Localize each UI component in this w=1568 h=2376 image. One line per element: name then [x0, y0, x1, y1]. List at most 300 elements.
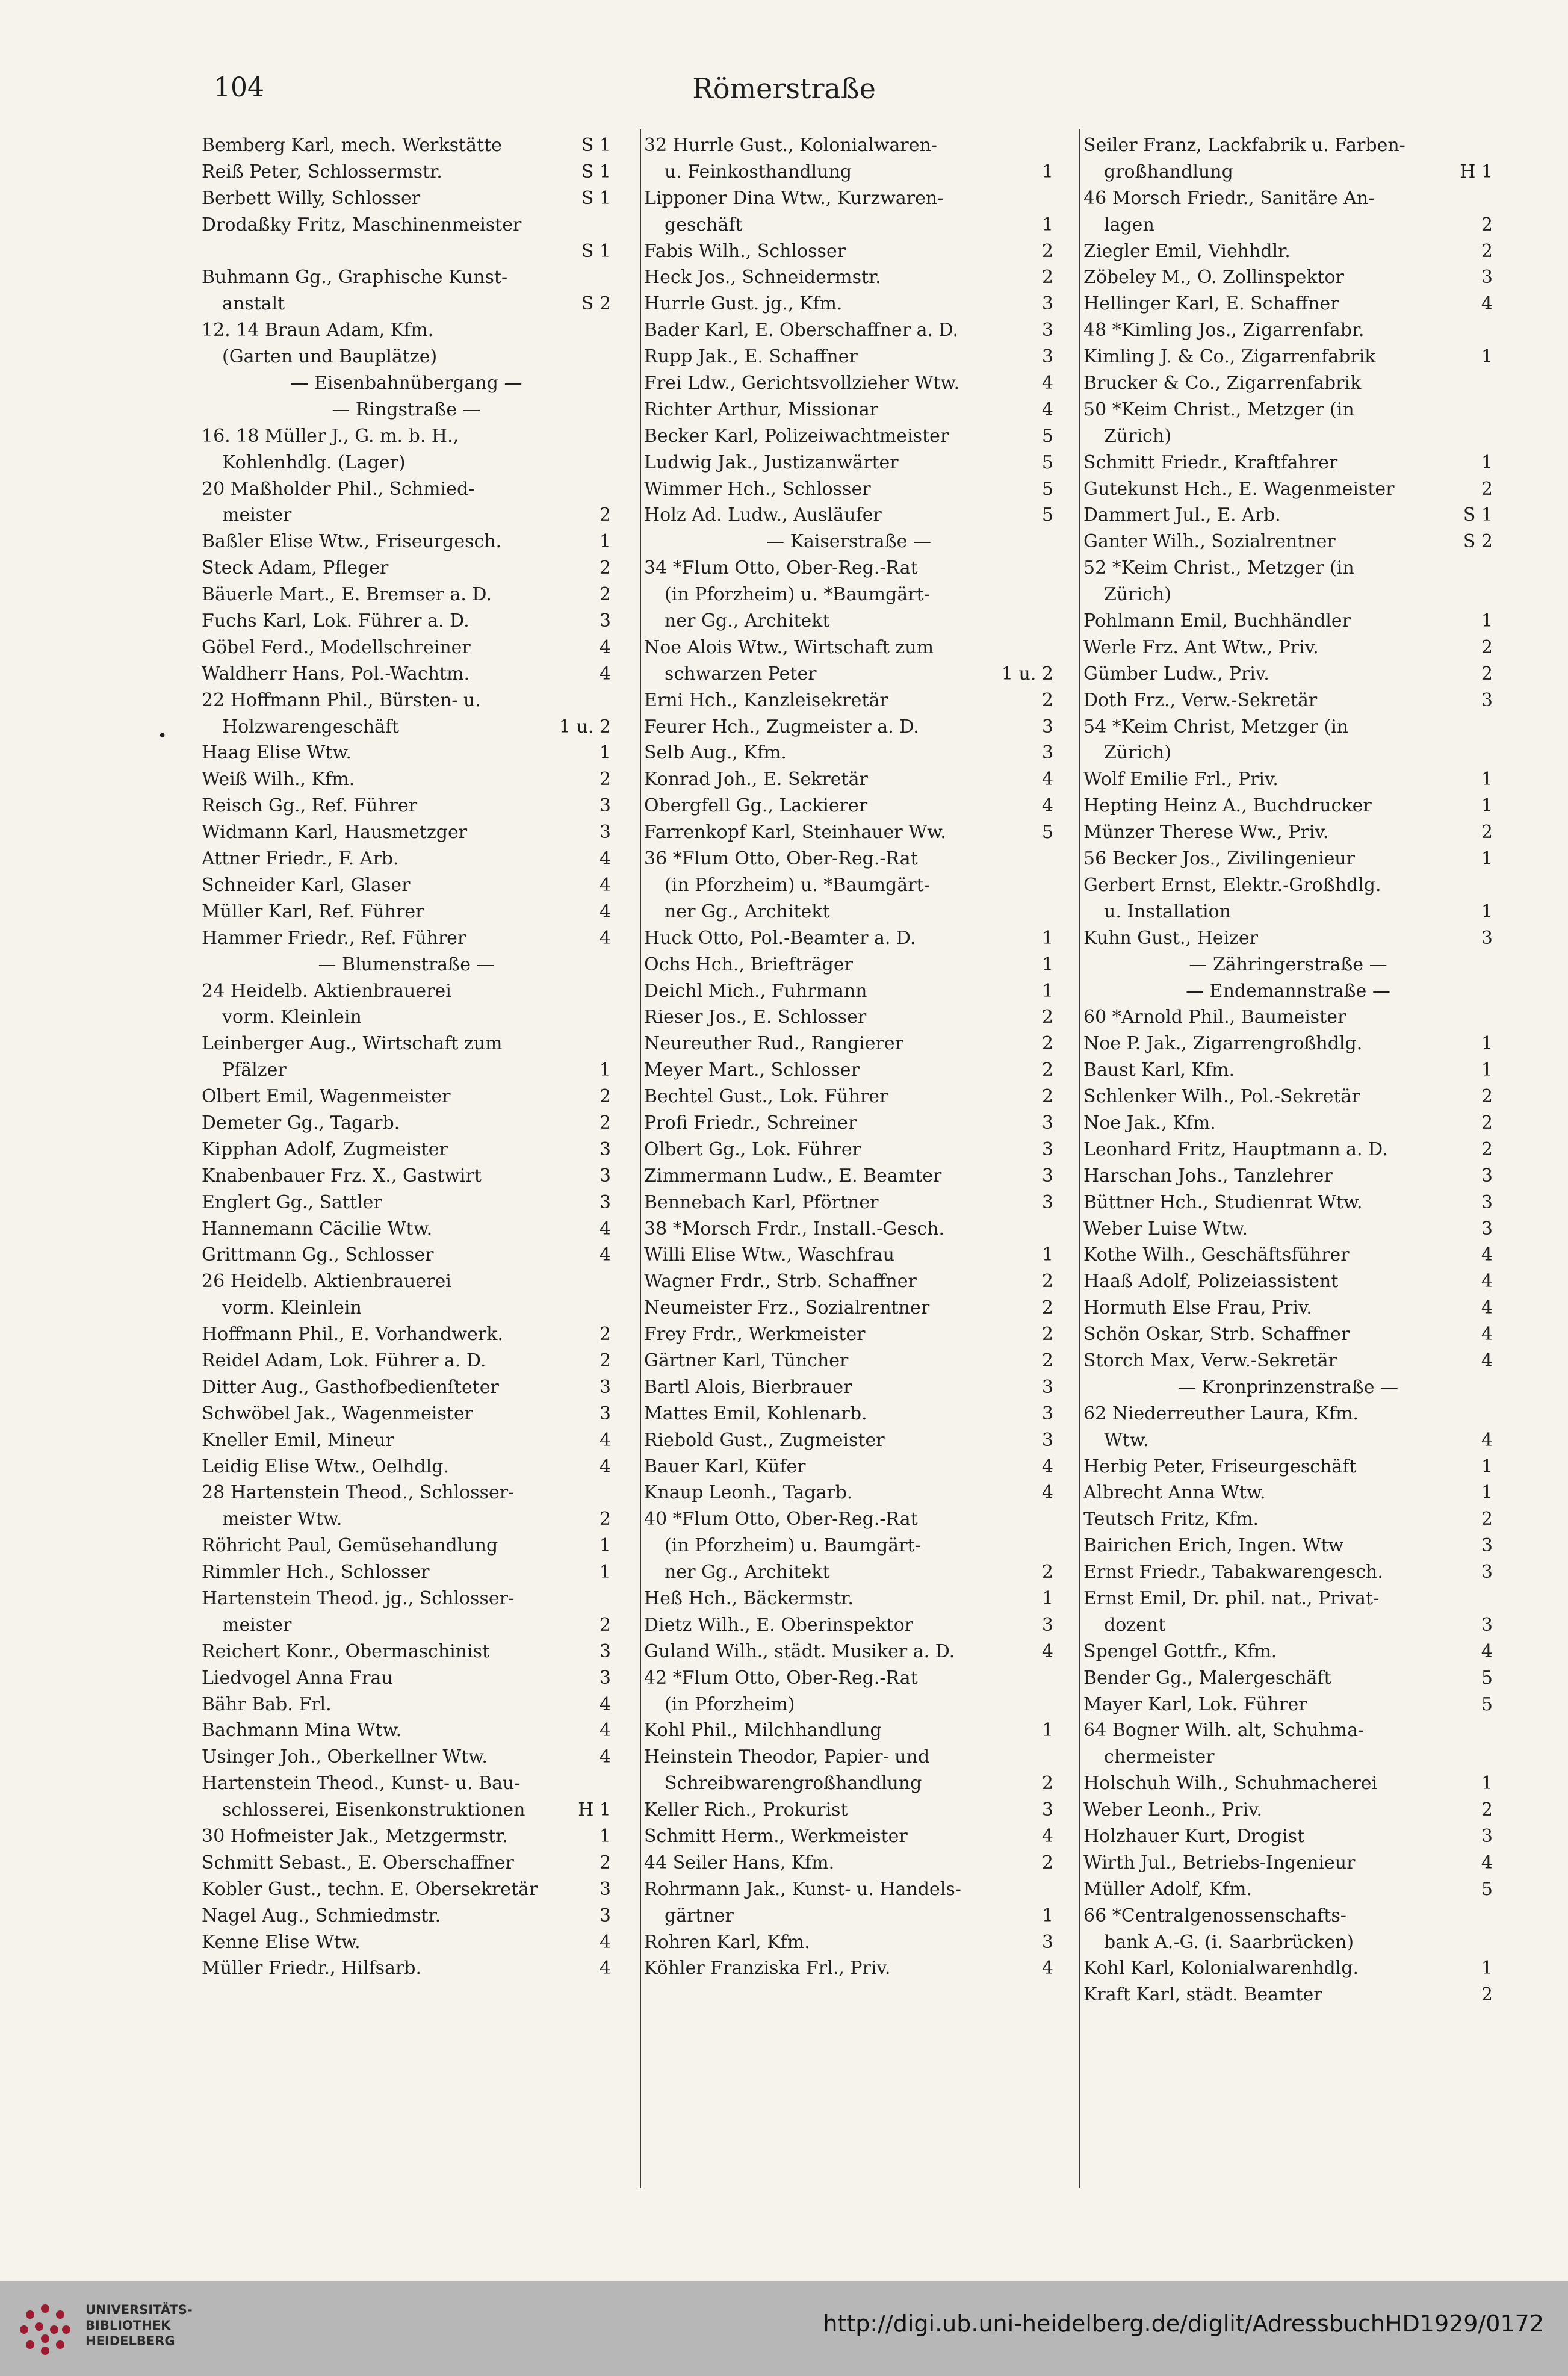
- directory-entry: [202, 555, 611, 582]
- floor-number: 2: [599, 1086, 611, 1108]
- entry-text: Schreibwarengroßhandlung: [665, 1773, 922, 1794]
- floor-number: 2: [599, 1324, 611, 1345]
- directory-entry: [1083, 1639, 1493, 1665]
- entry-text: Hurrle Gust. jg., Kfm.: [644, 293, 843, 315]
- floor-number: 3: [1041, 1403, 1053, 1424]
- floor-number: [605, 1480, 611, 1506]
- directory-entry: [202, 423, 611, 450]
- directory-entry: [1083, 1110, 1493, 1137]
- directory-entry: [202, 1295, 611, 1321]
- floor-number: 2: [1481, 822, 1493, 843]
- directory-entry: [644, 397, 1053, 423]
- floor-number: [1047, 1692, 1053, 1718]
- floor-number: 3: [1481, 927, 1493, 949]
- directory-entry: [202, 1797, 611, 1823]
- directory-entry: [644, 872, 1053, 899]
- entry-text: 26 Heidelb. Aktienbrauerei: [202, 1271, 451, 1292]
- floor-number: 3: [599, 1138, 611, 1160]
- floor-number: [1487, 582, 1493, 608]
- directory-entry: [1083, 185, 1493, 212]
- floor-number: 3: [1041, 320, 1053, 341]
- entry-text: Baust Karl, Kfm.: [1083, 1059, 1235, 1081]
- floor-number: H 1: [1460, 161, 1493, 182]
- entry-text: Neumeister Frz., Sozialrentner: [644, 1297, 930, 1319]
- directory-entry: [1083, 555, 1493, 582]
- entry-text: 42 *Flum Otto, Ober-Reg.-Rat: [644, 1667, 918, 1689]
- directory-entry: [202, 317, 611, 344]
- entry-text: — Eisenbahnübergang —: [290, 373, 522, 394]
- floor-number: 1: [599, 1535, 611, 1557]
- directory-entry: [644, 502, 1053, 529]
- floor-number: 1: [1041, 1905, 1053, 1926]
- floor-number: 5: [1481, 1693, 1493, 1715]
- floor-number: 1: [1481, 1033, 1493, 1055]
- entry-text: Kenne Elise Wtw.: [202, 1931, 361, 1953]
- directory-entry: [1083, 1612, 1493, 1639]
- entry-text: Weber Luise Wtw.: [1083, 1218, 1248, 1239]
- floor-number: 1: [1041, 1244, 1053, 1266]
- entry-text: Reichert Konr., Obermaschinist: [202, 1640, 490, 1662]
- column-divider: [1079, 129, 1080, 2188]
- floor-number: 2: [1481, 214, 1493, 235]
- floor-number: S 1: [1463, 504, 1493, 526]
- entry-text: Dammert Jul., E. Arb.: [1083, 504, 1281, 526]
- entry-text: Werle Frz. Ant Wtw., Priv.: [1083, 636, 1319, 658]
- directory-entry: [202, 1559, 611, 1586]
- entry-text: Zürich): [1104, 742, 1171, 764]
- directory-entry: [202, 1321, 611, 1348]
- floor-number: 1: [1041, 980, 1053, 1002]
- directory-entry: [644, 1242, 1053, 1268]
- directory-entry: [202, 529, 611, 555]
- floor-number: [1047, 582, 1053, 608]
- entry-text: Noe Alois Wtw., Wirtschaft zum: [644, 636, 934, 658]
- floor-number: 1: [1481, 1958, 1493, 1979]
- directory-entry: [644, 1903, 1053, 1929]
- entry-text: Ludwig Jak., Justizanwärter: [644, 451, 899, 473]
- floor-number: 3: [599, 822, 611, 843]
- floor-number: 4: [1481, 293, 1493, 315]
- directory-entry: [644, 1321, 1053, 1348]
- floor-number: 1: [599, 1826, 611, 1847]
- entry-text: Bender Gg., Malergeschäft: [1083, 1667, 1331, 1689]
- floor-number: [1047, 555, 1053, 582]
- floor-number: 2: [1041, 1350, 1053, 1371]
- entry-text: Leinberger Aug., Wirtschaft zum: [202, 1033, 503, 1055]
- directory-entry: [1083, 846, 1493, 872]
- entry-text: 28 Hartenstein Theod., Schlosser-: [202, 1482, 515, 1504]
- directory-entry: [644, 1929, 1053, 1956]
- floor-number: 1: [1481, 769, 1493, 790]
- entry-text: Köhler Franziska Frl., Priv.: [644, 1958, 891, 1979]
- entry-text: Müller Adolf, Kfm.: [1083, 1878, 1252, 1900]
- page-number: 104: [214, 72, 264, 103]
- directory-entry: [202, 264, 611, 291]
- directory-entry: [644, 344, 1053, 370]
- directory-entry: [644, 978, 1053, 1005]
- entry-text: Demeter Gg., Tagarb.: [202, 1112, 400, 1134]
- directory-entry: [1083, 608, 1493, 634]
- floor-number: 1: [1041, 214, 1053, 235]
- floor-number: 2: [1481, 1984, 1493, 2006]
- entry-text: gärtner: [665, 1905, 734, 1926]
- directory-entry: [644, 159, 1053, 185]
- directory-entry: [1083, 1057, 1493, 1084]
- column-divider: [640, 129, 641, 2188]
- entry-text: (Garten und Bauplätze): [222, 346, 438, 368]
- entry-text: (in Pforzheim) u. *Baumgärt-: [665, 584, 930, 606]
- entry-text: Schmitt Sebast., E. Oberschaffner: [202, 1852, 514, 1873]
- entry-text: Hepting Heinz A., Buchdrucker: [1083, 795, 1372, 817]
- floor-number: 1: [1041, 1587, 1053, 1609]
- directory-entry: [202, 766, 611, 793]
- entry-text: Schmitt Friedr., Kraftfahrer: [1083, 451, 1338, 473]
- entry-text: Müller Karl, Ref. Führer: [202, 901, 424, 922]
- floor-number: 4: [1041, 373, 1053, 394]
- floor-number: 4: [599, 1456, 611, 1477]
- entry-text: (in Pforzheim) u. Baumgärt-: [665, 1535, 921, 1557]
- floor-number: [1047, 1533, 1053, 1559]
- entry-text: — Kronprinzenstraße —: [1177, 1376, 1399, 1398]
- entry-text: Olbert Emil, Wagenmeister: [202, 1086, 451, 1108]
- entry-text: (in Pforzheim): [665, 1693, 795, 1715]
- directory-entry: [644, 1533, 1053, 1559]
- directory-entry: [644, 661, 1053, 687]
- entry-text: Hartenstein Theod. jg., Schlosser-: [202, 1587, 515, 1609]
- directory-entry: [644, 1084, 1053, 1110]
- directory-entry: [1083, 1955, 1493, 1982]
- library-name-line: BIBLIOTHEK: [85, 2318, 171, 2333]
- floor-number: 3: [599, 1667, 611, 1689]
- entry-text: Kohlenhdlg. (Lager): [222, 451, 406, 473]
- floor-number: 3: [1041, 1138, 1053, 1160]
- directory-entry: [1083, 872, 1493, 899]
- directory-entry: [644, 1797, 1053, 1823]
- directory-entry: [644, 1004, 1053, 1031]
- floor-number: 4: [599, 1244, 611, 1266]
- directory-entry: [202, 740, 611, 766]
- floor-number: S 2: [581, 293, 611, 315]
- floor-number: 3: [1041, 742, 1053, 764]
- floor-number: [1487, 1717, 1493, 1744]
- entry-text: Kobler Gust., techn. E. Obersekretär: [202, 1878, 538, 1900]
- floor-number: 3: [599, 610, 611, 632]
- entry-text: 38 *Morsch Frdr., Install.-Gesch.: [644, 1218, 945, 1239]
- entry-text: Bairichen Erich, Ingen. Wtw: [1083, 1535, 1344, 1557]
- floor-number: 3: [599, 1191, 611, 1213]
- directory-entry: [1083, 1533, 1493, 1559]
- entry-text: Ditter Aug., Gasthofbedienſteter: [202, 1376, 499, 1398]
- entry-text: Hormuth Else Frau, Priv.: [1083, 1297, 1312, 1319]
- directory-entry: [1083, 1190, 1493, 1216]
- entry-text: Ernst Friedr., Tabakwarengesch.: [1083, 1562, 1383, 1583]
- floor-number: 4: [599, 1218, 611, 1239]
- entry-text: Frei Ldw., Gerichtsvollzieher Wtw.: [644, 373, 959, 394]
- entry-text: 22 Hoffmann Phil., Bürsten- u.: [202, 689, 481, 711]
- entry-text: Bemberg Karl, mech. Werkstätte: [202, 135, 502, 156]
- directory-entry: [1083, 1321, 1493, 1348]
- directory-entry: [202, 1955, 611, 1982]
- library-name: [85, 2302, 193, 2349]
- directory-entry: [644, 1137, 1053, 1163]
- entry-text: Dietz Wilh., E. Oberinspektor: [644, 1614, 913, 1636]
- floor-number: 2: [1041, 1324, 1053, 1345]
- directory-entry: [1083, 132, 1493, 159]
- floor-number: 2: [1481, 636, 1493, 658]
- directory-entry: [202, 661, 611, 687]
- floor-number: 2: [1041, 1297, 1053, 1319]
- directory-entry: [1083, 1480, 1493, 1506]
- entry-text: — Ringstraße —: [332, 399, 481, 420]
- directory-entry: [644, 582, 1053, 608]
- entry-text: Kimling J. & Co., Zigarrenfabrik: [1083, 346, 1376, 368]
- floor-number: 4: [1041, 769, 1053, 790]
- directory-entry: [644, 1216, 1053, 1242]
- directory-entry: [202, 872, 611, 899]
- floor-number: 4: [599, 901, 611, 922]
- floor-number: 2: [1481, 240, 1493, 262]
- directory-entry: [1083, 1665, 1493, 1692]
- directory-entry: [644, 291, 1053, 317]
- floor-number: [1487, 132, 1493, 159]
- floor-number: 2: [599, 504, 611, 526]
- entry-text: Wimmer Hch., Schlosser: [644, 478, 871, 500]
- entry-text: Röhricht Paul, Gemüsehandlung: [202, 1535, 498, 1557]
- directory-entry: [1083, 1982, 1493, 2008]
- entry-text: Schmitt Herm., Werkmeister: [644, 1826, 908, 1847]
- directory-entry: [1083, 793, 1493, 819]
- floor-number: 4: [1481, 1271, 1493, 1292]
- floor-number: 4: [599, 1693, 611, 1715]
- entry-text: Bartl Alois, Bierbrauer: [644, 1376, 852, 1398]
- directory-entry: [202, 634, 611, 661]
- floor-number: [1487, 872, 1493, 899]
- floor-number: [1487, 397, 1493, 423]
- entry-text: Hammer Friedr., Ref. Führer: [202, 927, 466, 949]
- directory-entry: [202, 846, 611, 872]
- directory-entry: [1083, 1216, 1493, 1242]
- entry-text: Buhmann Gg., Graphische Kunst-: [202, 267, 508, 288]
- directory-entry: [1083, 159, 1493, 185]
- floor-number: S 1: [581, 135, 611, 156]
- directory-entry: [1083, 1850, 1493, 1876]
- entry-text: Feurer Hch., Zugmeister a. D.: [644, 716, 919, 737]
- floor-number: 4: [1041, 1482, 1053, 1504]
- floor-number: 4: [1041, 1456, 1053, 1477]
- entry-text: 36 *Flum Otto, Ober-Reg.-Rat: [644, 848, 918, 870]
- floor-number: 1: [599, 742, 611, 764]
- floor-number: 5: [1041, 504, 1053, 526]
- directory-entry: [644, 608, 1053, 634]
- directory-entry: [644, 185, 1053, 212]
- entry-text: 62 Niederreuther Laura, Kfm.: [1083, 1403, 1359, 1424]
- directory-entry: [202, 1480, 611, 1506]
- entry-text: Kipphan Adolf, Zugmeister: [202, 1138, 448, 1160]
- entry-text: Attner Friedr., F. Arb.: [202, 848, 399, 870]
- entry-text: Leonhard Fritz, Hauptmann a. D.: [1083, 1138, 1388, 1160]
- floor-number: 4: [1041, 795, 1053, 817]
- floor-number: [1487, 185, 1493, 212]
- entry-text: Kneller Emil, Mineur: [202, 1429, 394, 1451]
- directory-entry: [202, 1533, 611, 1559]
- directory-entry: [202, 132, 611, 159]
- street-separator: [202, 370, 611, 397]
- floor-number: 2: [1041, 1059, 1053, 1081]
- entry-text: Herbig Peter, Friseurgeschäft: [1083, 1456, 1357, 1477]
- entry-text: Grittmann Gg., Schlosser: [202, 1244, 434, 1266]
- entry-text: Holz Ad. Ludw., Ausläufer: [644, 504, 882, 526]
- directory-entry: [644, 450, 1053, 476]
- entry-text: Schneider Karl, Glaser: [202, 874, 411, 896]
- floor-number: 2: [599, 1614, 611, 1636]
- floor-number: 4: [1481, 1640, 1493, 1662]
- entry-text: 32 Hurrle Gust., Kolonialwaren-: [644, 135, 937, 156]
- floor-number: 4: [1481, 1429, 1493, 1451]
- directory-entry: [1083, 423, 1493, 450]
- floor-number: 1: [1481, 848, 1493, 870]
- directory-entry: [202, 291, 611, 317]
- entry-text: Müller Friedr., Hilfsarb.: [202, 1958, 422, 1979]
- directory-entry: [644, 1506, 1053, 1533]
- directory-entry: [644, 238, 1053, 265]
- directory-entry: [202, 1454, 611, 1480]
- directory-entry: [202, 1031, 611, 1057]
- directory-entry: [644, 1057, 1053, 1084]
- entry-text: Zimmermann Ludw., E. Beamter: [644, 1165, 942, 1186]
- floor-number: 3: [599, 795, 611, 817]
- entry-text: Heck Jos., Schneidermstr.: [644, 267, 881, 288]
- entry-text: Göbel Ferd., Modellschreiner: [202, 636, 471, 658]
- directory-entry: [1083, 370, 1493, 397]
- street-separator: [202, 952, 611, 978]
- entry-text: Zürich): [1104, 425, 1171, 447]
- floor-number: 3: [599, 1376, 611, 1398]
- entry-text: Hartenstein Theod., Kunst- u. Bau-: [202, 1773, 521, 1794]
- entry-text: Selb Aug., Kfm.: [644, 742, 787, 764]
- floor-number: 2: [1481, 1509, 1493, 1530]
- entry-text: 56 Becker Jos., Zivilingenieur: [1083, 848, 1355, 870]
- directory-entry: [202, 1692, 611, 1718]
- directory-entry: [202, 212, 611, 238]
- floor-number: 2: [1481, 663, 1493, 684]
- entry-text: Kothe Wilh., Geschäftsführer: [1083, 1244, 1350, 1266]
- entry-text: Reidel Adam, Lok. Führer a. D.: [202, 1350, 486, 1371]
- floor-number: [605, 1268, 611, 1295]
- directory-entry: [1083, 1242, 1493, 1268]
- floor-number: 1: [1481, 1773, 1493, 1794]
- entry-text: Holzwarengeschäft: [222, 716, 400, 737]
- directory-entry: [202, 344, 611, 370]
- directory-entry: [644, 899, 1053, 925]
- entry-text: Reisch Gg., Ref. Führer: [202, 795, 418, 817]
- floor-number: 3: [599, 1905, 611, 1926]
- floor-number: 2: [599, 1112, 611, 1134]
- directory-entry: [202, 793, 611, 819]
- floor-number: [605, 1295, 611, 1321]
- entry-text: 20 Maßholder Phil., Schmied-: [202, 478, 475, 500]
- directory-entry: [644, 1190, 1053, 1216]
- directory-entry: [1083, 899, 1493, 925]
- directory-entry: [644, 1427, 1053, 1454]
- floor-number: 1: [599, 1562, 611, 1583]
- floor-number: 2: [1041, 267, 1053, 288]
- library-name-line: UNIVERSITÄTS-: [85, 2303, 193, 2317]
- floor-number: 4: [599, 848, 611, 870]
- floor-number: 1 u. 2: [1001, 663, 1053, 684]
- floor-number: 3: [1041, 1931, 1053, 1953]
- floor-number: 2: [1041, 689, 1053, 711]
- floor-number: 3: [1041, 1614, 1053, 1636]
- entry-text: Doth Frz., Verw.-Sekretär: [1083, 689, 1318, 711]
- entry-text: Hannemann Cäcilie Wtw.: [202, 1218, 433, 1239]
- entry-text: Knaup Leonh., Tagarb.: [644, 1482, 853, 1504]
- entry-text: Kuhn Gust., Heizer: [1083, 927, 1259, 949]
- floor-number: [1047, 132, 1053, 159]
- directory-entry: [1083, 397, 1493, 423]
- entry-text: anstalt: [222, 293, 285, 315]
- entry-text: vorm. Kleinlein: [222, 1007, 362, 1028]
- directory-entry: [202, 1850, 611, 1876]
- directory-entry: [1083, 1268, 1493, 1295]
- floor-number: S 1: [581, 240, 611, 262]
- directory-entry: [644, 793, 1053, 819]
- directory-entry: [1083, 1454, 1493, 1480]
- entry-text: Zöbeley M., O. Zollinspektor: [1083, 267, 1344, 288]
- floor-number: 4: [1481, 1244, 1493, 1266]
- entry-text: Guland Wilh., städt. Musiker a. D.: [644, 1640, 955, 1662]
- directory-entry: [644, 925, 1053, 952]
- floor-number: 4: [1041, 1826, 1053, 1847]
- floor-number: 1: [599, 1059, 611, 1081]
- entry-text: Spengel Gottfr., Kfm.: [1083, 1640, 1277, 1662]
- entry-text: Gärtner Karl, Tüncher: [644, 1350, 849, 1371]
- entry-text: 46 Morsch Friedr., Sanitäre An-: [1083, 187, 1375, 209]
- directory-entry: [1083, 212, 1493, 238]
- entry-text: Wagner Frdr., Strb. Schaffner: [644, 1271, 917, 1292]
- directory-entry: [1083, 1137, 1493, 1163]
- street-separator: [644, 529, 1053, 555]
- floor-number: 1: [1041, 954, 1053, 975]
- directory-entry: [1083, 1427, 1493, 1454]
- entry-text: Noe P. Jak., Zigarrengroßhdlg.: [1083, 1033, 1363, 1055]
- directory-entry: [644, 1586, 1053, 1612]
- floor-number: 3: [1481, 1218, 1493, 1239]
- floor-number: [605, 1031, 611, 1057]
- entry-text: Riebold Gust., Zugmeister: [644, 1429, 885, 1451]
- directory-entry: [1083, 687, 1493, 714]
- directory-entry: [202, 1612, 611, 1639]
- source-url-link[interactable]: http://digi.ub.uni-heidelberg.de/diglit/AdressbuchHD1929/0172: [823, 2310, 1544, 2337]
- entry-text: — Kaiserstraße —: [766, 531, 931, 553]
- entry-text: Bauer Karl, Küfer: [644, 1456, 806, 1477]
- directory-entry: [644, 846, 1053, 872]
- entry-text: Albrecht Anna Wtw.: [1083, 1482, 1266, 1504]
- directory-entry: [202, 476, 611, 503]
- floor-number: 2: [599, 769, 611, 790]
- directory-entry: [202, 819, 611, 846]
- floor-number: 4: [1481, 1852, 1493, 1873]
- floor-number: [605, 423, 611, 450]
- directory-entry: [1083, 819, 1493, 846]
- floor-number: 5: [1041, 478, 1053, 500]
- directory-entry: [202, 502, 611, 529]
- entry-text: lagen: [1104, 214, 1154, 235]
- floor-number: 4: [599, 1958, 611, 1979]
- directory-entry: [1083, 529, 1493, 555]
- floor-number: [1487, 714, 1493, 740]
- entry-text: dozent: [1104, 1614, 1166, 1636]
- entry-text: Liedvogel Anna Frau: [202, 1667, 393, 1689]
